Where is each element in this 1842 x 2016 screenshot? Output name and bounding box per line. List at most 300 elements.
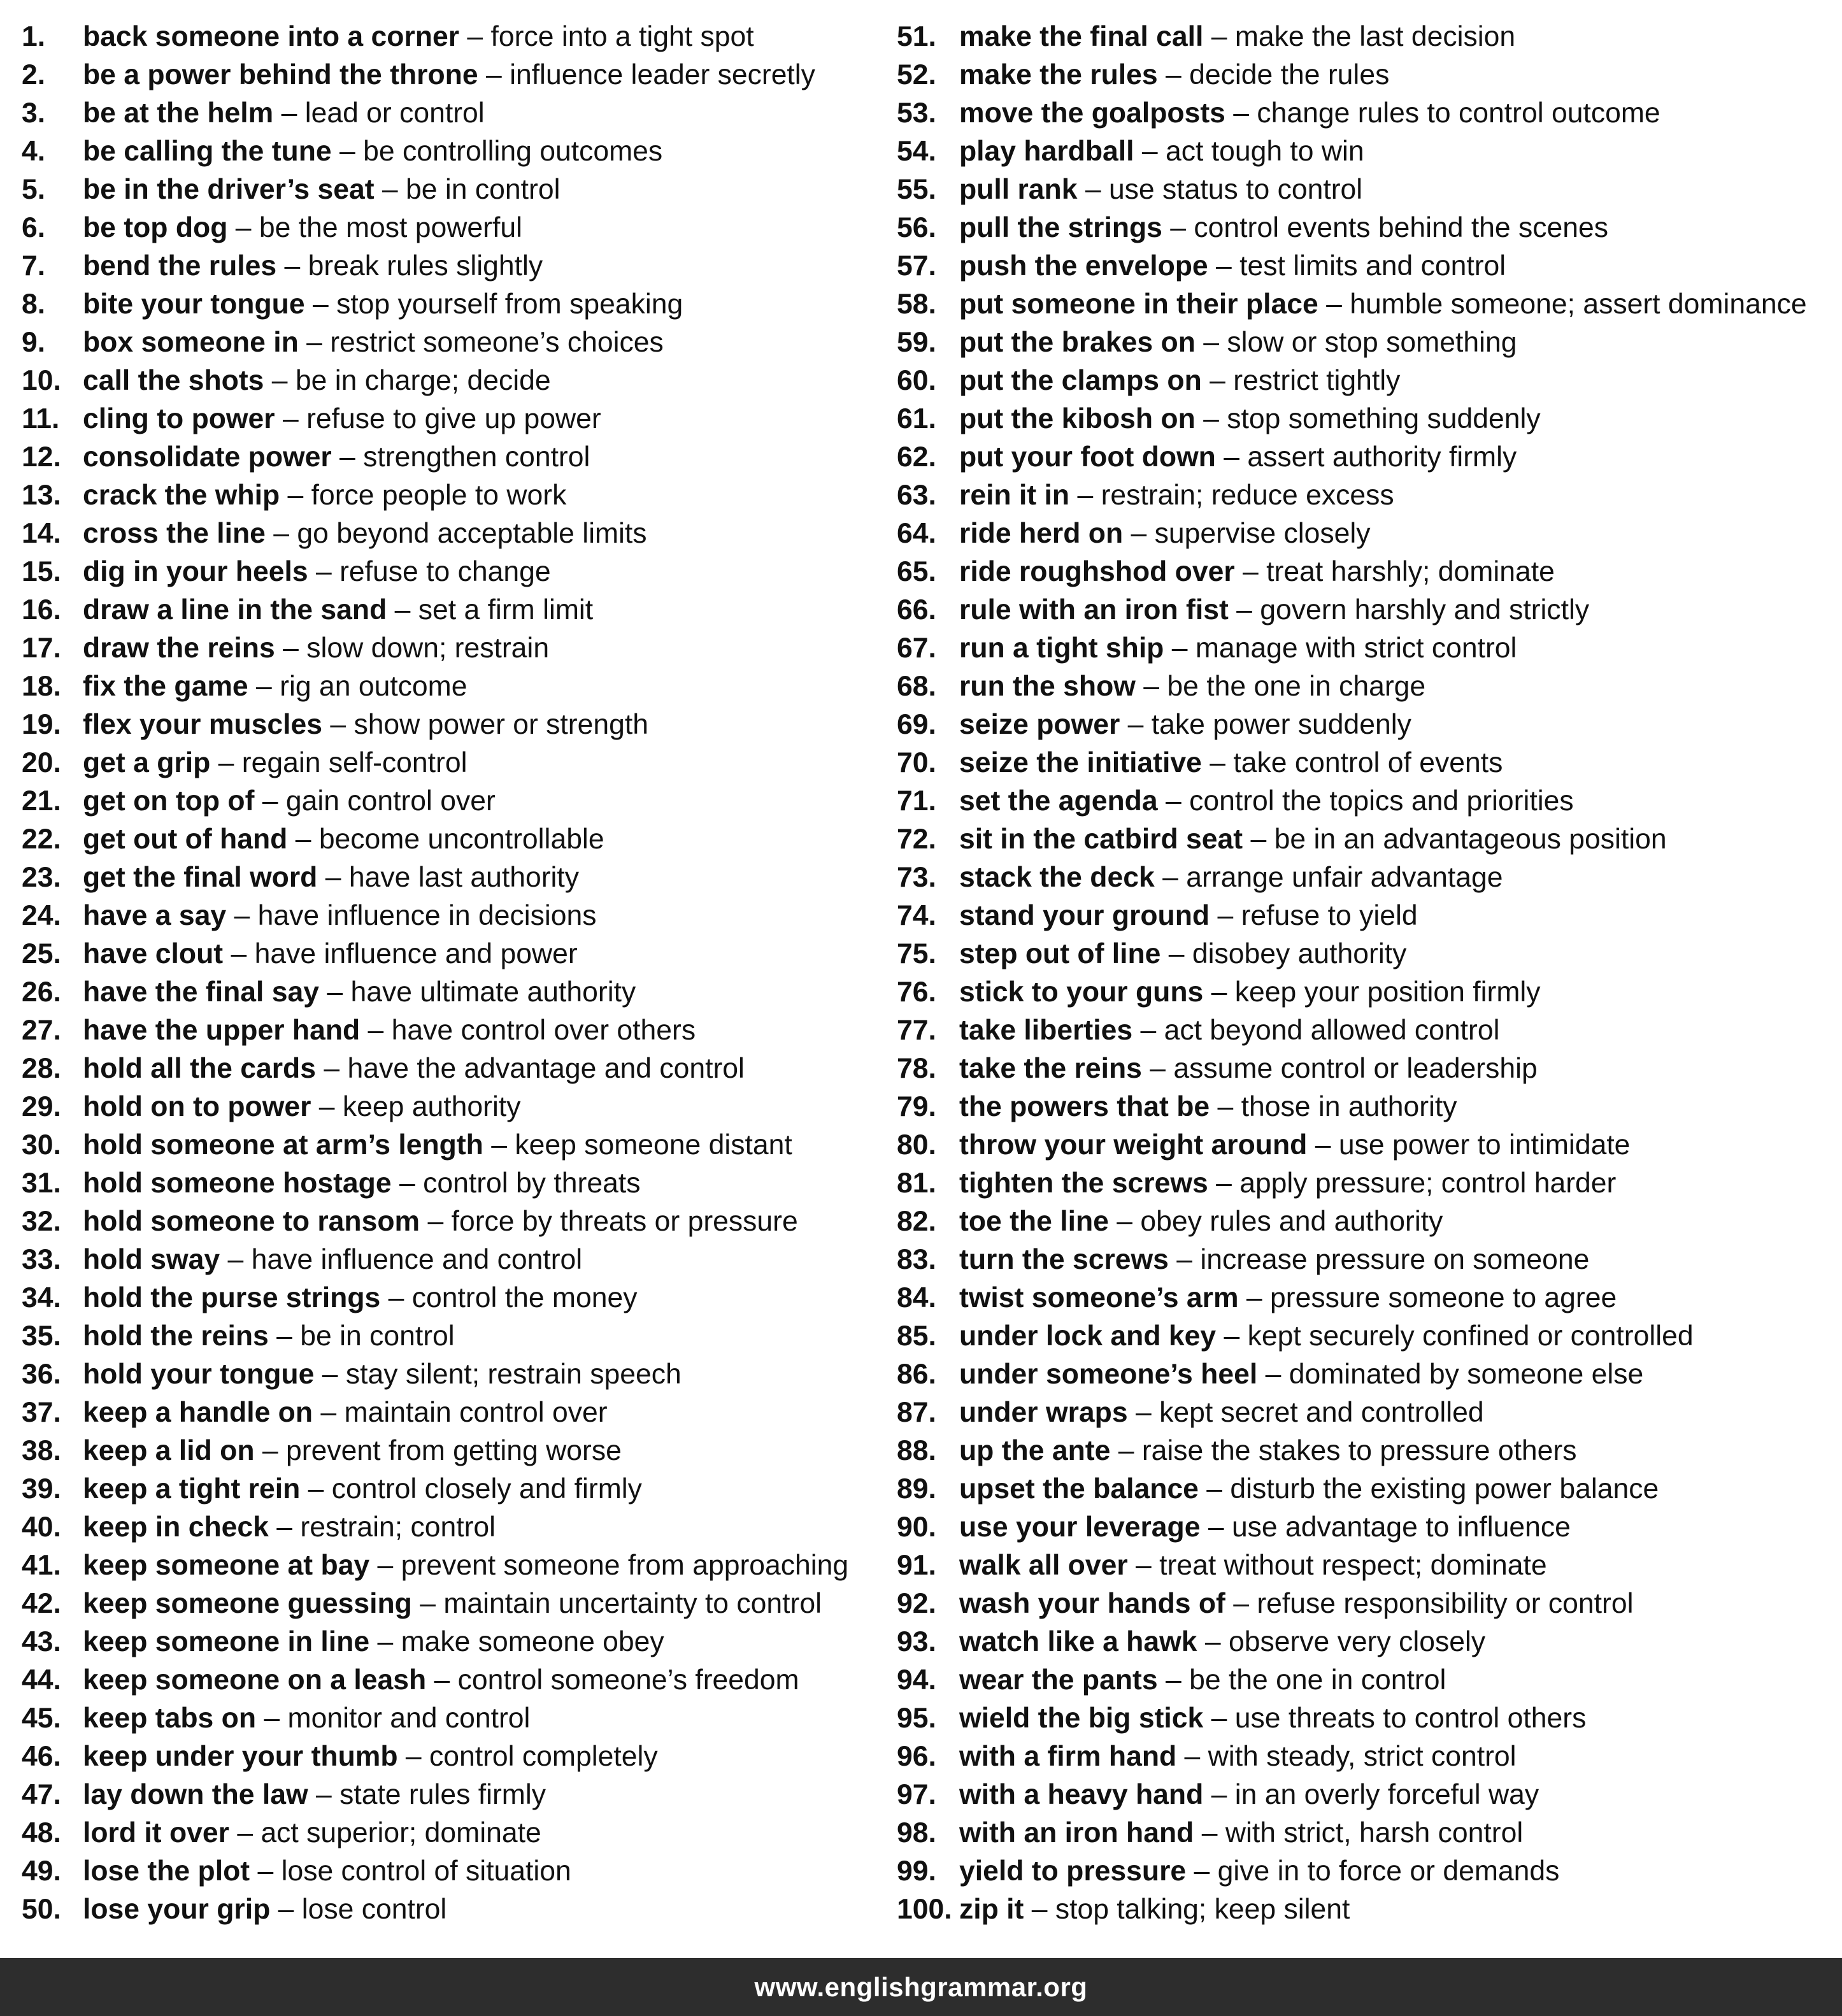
idiom-entry [897,1508,1833,1547]
idiom-entry [22,1317,888,1355]
entry-number: 10. [22,365,61,396]
idiom-meaning: restrict tightly [1233,365,1401,396]
idiom-phrase: be at the helm [83,97,274,129]
entry-number: 90. [897,1512,936,1543]
idiom-meaning: be in an advantageous position [1274,824,1667,855]
idiom-entry [22,591,888,629]
entry-number: 91. [897,1550,936,1581]
dash-separator: – [227,212,259,243]
idiom-entry [897,362,1833,400]
idiom-meaning: maintain uncertainty to control [443,1588,822,1619]
idiom-phrase: keep someone in line [83,1626,370,1657]
dash-separator: – [1123,518,1155,549]
idiom-meaning: control the topics and priorities [1189,785,1574,817]
dash-separator: – [313,1397,345,1428]
idiom-meaning: gain control over [285,785,496,817]
dash-separator: – [1141,1053,1174,1084]
idiom-phrase: consolidate power [83,441,332,473]
idiom-entry [897,591,1833,629]
idiom-phrase: have the final say [83,976,319,1008]
idiom-phrase: keep someone on a leash [83,1664,427,1696]
dash-separator: – [220,1244,252,1275]
idiom-meaning: be in control [406,174,560,205]
entry-number: 86. [897,1359,936,1390]
entry-number: 25. [22,938,61,969]
idiom-meaning: control the money [411,1282,638,1313]
dash-separator: – [1228,594,1260,626]
idiom-phrase: seize the initiative [959,747,1202,778]
dash-separator: – [275,403,307,434]
idiom-phrase: cross the line [83,518,266,549]
dash-separator: – [268,1512,301,1543]
dash-separator: – [1203,1779,1235,1810]
idiom-entry [22,1355,888,1394]
idiom-meaning: keep authority [342,1091,521,1122]
entry-number: 80. [897,1129,936,1161]
idiom-entry [897,1317,1833,1355]
entry-number: 4. [22,136,46,167]
entry-number: 16. [22,594,61,626]
idiom-phrase: keep a handle on [83,1397,313,1428]
entry-number: 34. [22,1282,61,1313]
entry-number: 47. [22,1779,61,1810]
dash-separator: – [1208,1168,1240,1199]
idiom-phrase: draw a line in the sand [83,594,387,626]
idiom-phrase: watch like a hawk [959,1626,1197,1657]
dash-separator: – [314,1359,346,1390]
idiom-phrase: box someone in [83,327,299,358]
dash-separator: – [1225,97,1257,129]
idiom-meaning: manage with strict control [1195,633,1517,664]
idiom-entry [22,782,888,820]
idiom-meaning: regain self-control [241,747,468,778]
idiom-entry [22,1394,888,1432]
entry-number: 40. [22,1512,61,1543]
idiom-meaning: refuse to change [339,556,551,587]
idiom-entry [897,1126,1833,1164]
idiom-entry [897,935,1833,973]
idiom-phrase: have a say [83,900,227,931]
idiom-meaning: observe very closely [1228,1626,1486,1657]
dash-separator: – [311,1091,343,1122]
idiom-entry [897,1164,1833,1203]
entry-number: 69. [897,709,936,740]
entry-number: 54. [897,136,936,167]
idiom-entry [22,1623,888,1661]
idiom-entry [22,1279,888,1317]
idiom-meaning: make someone obey [401,1626,664,1657]
dash-separator: – [210,747,242,778]
idiom-meaning: decide the rules [1189,59,1390,90]
idiom-entry [897,1776,1833,1814]
idiom-phrase: hold the reins [83,1320,269,1352]
idiom-phrase: hold someone to ransom [83,1206,420,1237]
dash-separator: – [1307,1129,1339,1161]
idiom-entry [897,438,1833,476]
entry-number: 8. [22,289,46,320]
idiom-meaning: with steady, strict control [1208,1741,1517,1772]
idiom-entry [22,132,888,171]
idiom-entry [22,553,888,591]
idiom-phrase: twist someone’s arm [959,1282,1239,1313]
idiom-phrase: turn the screws [959,1244,1169,1275]
entry-number: 75. [897,938,936,969]
entry-number: 95. [897,1703,936,1734]
dash-separator: – [1200,1512,1232,1543]
idiom-entry [897,171,1833,209]
entry-number: 13. [22,480,61,511]
entry-number: 29. [22,1091,61,1122]
idiom-phrase: stack the deck [959,862,1155,893]
idiom-entry [22,1699,888,1738]
idiom-entry [22,476,888,515]
entry-number: 3. [22,97,46,129]
idiom-meaning: refuse to give up power [306,403,601,434]
idiom-entry [22,1585,888,1623]
idiom-meaning: act superior; dominate [261,1817,541,1848]
idiom-phrase: hold on to power [83,1091,311,1122]
idiom-phrase: throw your weight around [959,1129,1308,1161]
idiom-meaning: treat harshly; dominate [1266,556,1555,587]
dash-separator: – [308,556,340,587]
idiom-entry [22,668,888,706]
idiom-meaning: lose control of situation [281,1855,571,1887]
idiom-entry [22,438,888,476]
dash-separator: – [226,900,258,931]
idiom-phrase: have the upper hand [83,1015,361,1046]
idiom-entry [897,1355,1833,1394]
idiom-entry [22,247,888,285]
idiom-meaning: have control over others [391,1015,696,1046]
dash-separator: – [360,1015,392,1046]
idiom-entry [897,1661,1833,1699]
idiom-meaning: restrain; reduce excess [1101,480,1394,511]
idiom-entry [22,973,888,1012]
idiom-entry [22,859,888,897]
dash-separator: – [1198,1473,1231,1505]
idiom-entry [22,56,888,94]
idiom-meaning: set a firm limit [418,594,594,626]
dash-separator: – [426,1664,458,1696]
idiom-entry [22,629,888,668]
idiom-phrase: call the shots [83,365,264,396]
idiom-meaning: control events behind the scenes [1194,212,1609,243]
idiom-list-left-column [22,18,888,1929]
dash-separator: – [1257,1359,1289,1390]
entry-number: 93. [897,1626,936,1657]
idiom-entry [897,820,1833,859]
idiom-entry [897,897,1833,935]
idiom-entry [22,706,888,744]
idiom-phrase: bite your tongue [83,289,305,320]
idiom-phrase: get the final word [83,862,318,893]
entry-number: 41. [22,1550,61,1581]
dash-separator: – [1186,1855,1218,1887]
idiom-entry [897,1852,1833,1891]
dash-separator: – [270,1894,302,1925]
idiom-phrase: be calling the tune [83,136,332,167]
idiom-phrase: keep someone guessing [83,1588,412,1619]
idiom-phrase: keep a lid on [83,1435,255,1466]
dash-separator: – [1215,441,1248,473]
dash-separator: – [1195,327,1227,358]
dash-separator: – [280,480,311,511]
idiom-entry [22,285,888,324]
dash-separator: – [223,938,255,969]
idiom-phrase: keep tabs on [83,1703,257,1734]
dash-separator: – [1157,785,1190,817]
idiom-entry [897,1241,1833,1279]
entry-number: 56. [897,212,936,243]
idiom-phrase: the powers that be [959,1091,1210,1122]
idiom-entry [22,744,888,782]
dash-separator: – [1164,633,1196,664]
entry-number: 46. [22,1741,61,1772]
idiom-meaning: force by threats or pressure [451,1206,798,1237]
entry-number: 79. [897,1091,936,1122]
idiom-entry [22,400,888,438]
entry-number: 74. [897,900,936,931]
dash-separator: – [1134,136,1166,167]
idiom-entry [897,132,1833,171]
idiom-phrase: hold all the cards [83,1053,316,1084]
entry-number: 85. [897,1320,936,1352]
idiom-meaning: lead or control [304,97,485,129]
idiom-entry [897,1088,1833,1126]
entry-number: 23. [22,862,61,893]
idiom-phrase: use your leverage [959,1512,1201,1543]
entry-number: 43. [22,1626,61,1657]
entry-number: 37. [22,1397,61,1428]
idiom-meaning: strengthen control [363,441,590,473]
idiom-meaning: prevent from getting worse [286,1435,622,1466]
idiom-meaning: have last authority [348,862,580,893]
idiom-phrase: be in the driver’s seat [83,174,375,205]
dash-separator: – [229,1817,261,1848]
entry-number: 21. [22,785,61,817]
dash-separator: – [1024,1894,1055,1925]
entry-number: 26. [22,976,61,1008]
idiom-entry [897,553,1833,591]
dash-separator: – [248,671,280,702]
idiom-entry [22,1661,888,1699]
idiom-meaning: take control of events [1233,747,1503,778]
idiom-meaning: slow or stop something [1227,327,1517,358]
idiom-entry [897,1050,1833,1088]
entry-number: 92. [897,1588,936,1619]
idiom-meaning: control completely [429,1741,658,1772]
dash-separator: – [254,785,286,817]
dash-separator: – [250,1855,282,1887]
idiom-meaning: those in authority [1241,1091,1457,1122]
idiom-entry [897,706,1833,744]
idiom-phrase: under lock and key [959,1320,1217,1352]
idiom-meaning: be in charge; decide [295,365,551,396]
entry-number: 59. [897,327,936,358]
idiom-phrase: be top dog [83,212,228,243]
idiom-phrase: walk all over [959,1550,1128,1581]
dash-separator: – [1195,403,1227,434]
idiom-meaning: humble someone; assert dominance [1350,289,1807,320]
entry-number: 64. [897,518,936,549]
idiom-phrase: get on top of [83,785,255,817]
idiom-phrase: with an iron hand [959,1817,1194,1848]
entry-number: 84. [897,1282,936,1313]
idiom-entry [22,1164,888,1203]
dash-separator: – [1201,365,1234,396]
idiom-entry [897,94,1833,132]
idiom-phrase: yield to pressure [959,1855,1187,1887]
entry-number: 11. [22,403,60,434]
idiom-phrase: draw the reins [83,633,275,664]
idiom-entry [897,1432,1833,1470]
idiom-entry [897,859,1833,897]
entry-number: 24. [22,900,61,931]
idiom-phrase: rule with an iron fist [959,594,1229,626]
idiom-entry [897,1394,1833,1432]
idiom-meaning: use power to intimidate [1338,1129,1631,1161]
entry-number: 73. [897,862,936,893]
idiom-phrase: put the kibosh on [959,403,1196,434]
entry-number: 60. [897,365,936,396]
idiom-meaning: keep someone distant [515,1129,792,1161]
idiom-meaning: become uncontrollable [318,824,604,855]
idiom-phrase: hold sway [83,1244,220,1275]
entry-number: 51. [897,21,936,52]
idiom-phrase: stand your ground [959,900,1210,931]
entry-number: 99. [897,1855,936,1887]
entry-number: 42. [22,1588,61,1619]
footer-bar [0,1958,1842,2016]
idiom-meaning: control by threats [423,1168,641,1199]
idiom-entry [897,629,1833,668]
idiom-meaning: stop talking; keep silent [1055,1894,1350,1925]
dash-separator: – [1132,1015,1164,1046]
idiom-meaning: use status to control [1108,174,1363,205]
entry-number: 15. [22,556,61,587]
dash-separator: – [1069,480,1101,511]
idiom-meaning: prevent someone from approaching [401,1550,849,1581]
idiom-phrase: dig in your heels [83,556,308,587]
idiom-meaning: act beyond allowed control [1164,1015,1500,1046]
dash-separator: – [1154,862,1187,893]
dash-separator: – [1234,556,1267,587]
entry-number: 88. [897,1435,936,1466]
idiom-phrase: stick to your guns [959,976,1204,1008]
idiom-phrase: keep someone at bay [83,1550,370,1581]
idiom-meaning: be the one in control [1189,1664,1446,1696]
dash-separator: – [1108,1206,1141,1237]
entry-number: 27. [22,1015,61,1046]
idiom-meaning: disobey authority [1192,938,1407,969]
entry-number: 31. [22,1168,61,1199]
entry-number: 96. [897,1741,936,1772]
idiom-entry [897,1012,1833,1050]
idiom-meaning: assert authority firmly [1247,441,1517,473]
idiom-entry [897,668,1833,706]
idiom-entry [897,1891,1833,1929]
entry-number: 82. [897,1206,936,1237]
entry-number: 61. [897,403,936,434]
idiom-meaning: have influence in decisions [257,900,597,931]
footer-website-url: www.englishgrammar.org [754,1971,1088,2002]
idiom-meaning: have influence and power [254,938,578,969]
idiom-entry [22,94,888,132]
idiom-phrase: wash your hands of [959,1588,1225,1619]
dash-separator: – [1120,709,1152,740]
entry-number: 50. [22,1894,61,1925]
entry-number: 68. [897,671,936,702]
idiom-phrase: ride roughshod over [959,556,1235,587]
dash-separator: – [1162,212,1194,243]
idiom-phrase: wear the pants [959,1664,1158,1696]
idiom-entry [22,1776,888,1814]
idiom-phrase: be a power behind the throne [83,59,478,90]
entry-number: 52. [897,59,936,90]
dash-separator: – [1127,1397,1160,1428]
idiom-entry [22,1012,888,1050]
idiom-phrase: push the envelope [959,250,1208,282]
idiom-entry [897,1738,1833,1776]
idiom-meaning: increase pressure on someone [1200,1244,1590,1275]
idiom-entry [22,209,888,247]
entry-number: 76. [897,976,936,1008]
dash-separator: – [1201,747,1234,778]
dash-separator: – [1077,174,1109,205]
idiom-entry [22,897,888,935]
idiom-phrase: toe the line [959,1206,1109,1237]
entry-number: 17. [22,633,61,664]
idiom-entry [897,400,1833,438]
entry-number: 33. [22,1244,61,1275]
idiom-phrase: put someone in their place [959,289,1318,320]
dash-separator: – [331,136,364,167]
idiom-phrase: back someone into a corner [83,21,460,52]
idiom-meaning: kept secret and controlled [1159,1397,1484,1428]
dash-separator: – [374,174,406,205]
entry-number: 94. [897,1664,936,1696]
idiom-phrase: fix the game [83,671,248,702]
idiom-meaning: govern harshly and strictly [1260,594,1590,626]
entry-number: 77. [897,1015,936,1046]
dash-separator: – [1225,1588,1257,1619]
idiom-entry [22,820,888,859]
entry-number: 63. [897,480,936,511]
idiom-entry [22,171,888,209]
entry-number: 28. [22,1053,61,1084]
idiom-phrase: hold your tongue [83,1359,315,1390]
idiom-phrase: put the brakes on [959,327,1196,358]
idiom-phrase: take the reins [959,1053,1142,1084]
entry-number: 65. [897,556,936,587]
dash-separator: – [1197,1626,1229,1657]
idiom-phrase: rein it in [959,480,1070,511]
entry-number: 55. [897,174,936,205]
entry-number: 57. [897,250,936,282]
idiom-meaning: be the one in charge [1167,671,1426,702]
idiom-entry [22,1432,888,1470]
idiom-meaning: treat without respect; dominate [1159,1550,1547,1581]
entry-number: 39. [22,1473,61,1505]
idiom-entry [22,1547,888,1585]
dash-separator: – [317,862,349,893]
dash-separator: – [298,327,331,358]
dash-separator: – [391,1168,424,1199]
dash-separator: – [268,1320,301,1352]
entry-number: 49. [22,1855,61,1887]
idiom-entry [22,1738,888,1776]
idiom-meaning: obey rules and authority [1140,1206,1443,1237]
